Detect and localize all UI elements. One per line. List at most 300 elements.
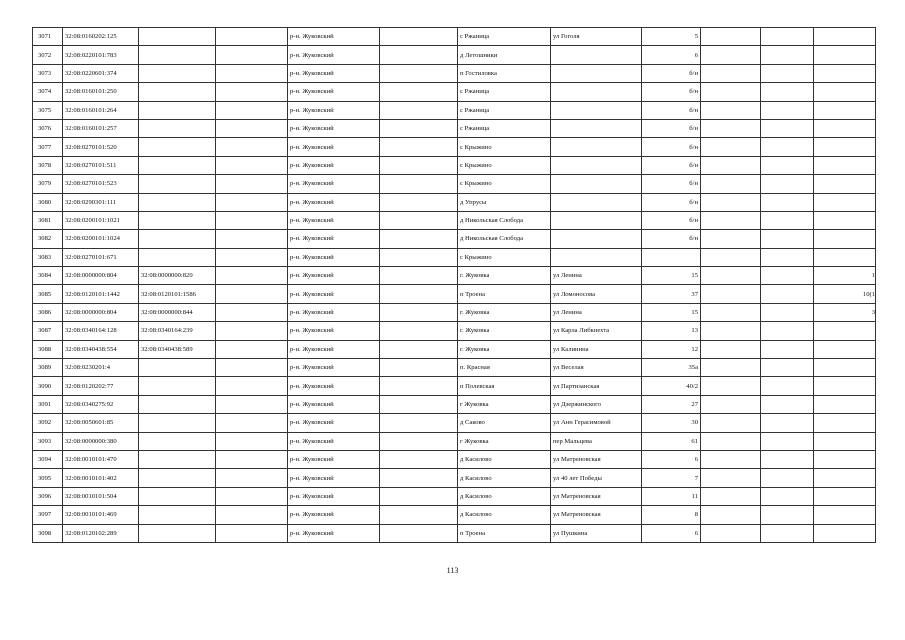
street-cell: [551, 175, 642, 193]
extra-cell-1: [701, 303, 761, 321]
cadastral-number-2-cell: 32:08:0340164:239: [139, 322, 216, 340]
district-cell: р-н. Жуковский: [288, 248, 380, 266]
house-number-cell: 37: [642, 285, 701, 303]
extra-cell-2: [761, 524, 814, 542]
empty-cell: [216, 248, 288, 266]
empty-cell: [216, 156, 288, 174]
locality-cell: г. Жуковка: [458, 340, 551, 358]
extra-cell-2: [761, 340, 814, 358]
extra-cell-1: [701, 230, 761, 248]
extra-cell-2: [761, 175, 814, 193]
district-cell: р-н. Жуковский: [288, 506, 380, 524]
cadastral-number-cell: 32:08:0120202:77: [63, 377, 139, 395]
extra-cell-1: [701, 28, 761, 46]
street-cell: [551, 46, 642, 64]
house-number-cell: б/н: [642, 156, 701, 174]
locality-cell: с Ржаница: [458, 101, 551, 119]
street-cell: [551, 193, 642, 211]
row-number-cell: 3083: [33, 248, 63, 266]
house-number-cell: 15: [642, 267, 701, 285]
street-cell: [551, 230, 642, 248]
cadastral-number-cell: 32:08:0270101:671: [63, 248, 139, 266]
house-number-cell: б/н: [642, 138, 701, 156]
house-number-cell: 40/2: [642, 377, 701, 395]
locality-cell: с Крыжино: [458, 248, 551, 266]
extra-cell-3: [814, 248, 876, 266]
table-row: [33, 64, 876, 82]
table-row: [33, 432, 876, 450]
table-row: [33, 303, 876, 321]
street-cell: [551, 156, 642, 174]
cadastral-number-cell: 32:08:0290301:111: [63, 193, 139, 211]
cadastral-number-cell: 32:08:0010101:402: [63, 469, 139, 487]
street-cell: пер Мальцева: [551, 432, 642, 450]
extra-cell-3: [814, 432, 876, 450]
district-cell: р-н. Жуковский: [288, 193, 380, 211]
row-number-cell: 3079: [33, 175, 63, 193]
house-number-cell: [642, 248, 701, 266]
empty-cell: [216, 211, 288, 229]
house-number-cell: 6: [642, 450, 701, 468]
empty-cell: [216, 303, 288, 321]
extra-cell-1: [701, 524, 761, 542]
empty-cell-2: [380, 46, 458, 64]
district-cell: р-н. Жуковский: [288, 211, 380, 229]
cadastral-number-2-cell: [139, 248, 216, 266]
cadastral-number-2-cell: 32:08:0120101:1586: [139, 285, 216, 303]
table-row: [33, 156, 876, 174]
empty-cell: [216, 175, 288, 193]
row-number-cell: 3090: [33, 377, 63, 395]
district-cell: р-н. Жуковский: [288, 395, 380, 413]
street-cell: ул Пушкина: [551, 524, 642, 542]
cadastral-number-cell: 32:08:0220101:783: [63, 46, 139, 64]
empty-cell-2: [380, 175, 458, 193]
cadastral-number-2-cell: [139, 524, 216, 542]
house-number-cell: 6: [642, 524, 701, 542]
cadastral-number-2-cell: [139, 432, 216, 450]
extra-cell-2: [761, 230, 814, 248]
table-row: [33, 101, 876, 119]
street-cell: [551, 138, 642, 156]
empty-cell-2: [380, 156, 458, 174]
empty-cell: [216, 506, 288, 524]
locality-cell: г. Жуковка: [458, 322, 551, 340]
cadastral-number-2-cell: [139, 395, 216, 413]
street-cell: [551, 64, 642, 82]
table-row: [33, 267, 876, 285]
district-cell: р-н. Жуковский: [288, 359, 380, 377]
cadastral-number-cell: 32:08:0340275:92: [63, 395, 139, 413]
extra-cell-2: [761, 359, 814, 377]
extra-cell-3: [814, 101, 876, 119]
empty-cell-2: [380, 267, 458, 285]
cadastral-number-2-cell: [139, 46, 216, 64]
cadastral-number-2-cell: [139, 377, 216, 395]
empty-cell: [216, 450, 288, 468]
extra-cell-2: [761, 193, 814, 211]
street-cell: ул Ленина: [551, 267, 642, 285]
locality-cell: с Ржаница: [458, 28, 551, 46]
locality-cell: п Троена: [458, 285, 551, 303]
house-number-cell: 11: [642, 487, 701, 505]
row-number-cell: 3093: [33, 432, 63, 450]
locality-cell: д Упрусы: [458, 193, 551, 211]
street-cell: ул 40 лет Победы: [551, 469, 642, 487]
district-cell: р-н. Жуковский: [288, 303, 380, 321]
empty-cell-2: [380, 469, 458, 487]
extra-cell-3: [814, 450, 876, 468]
table-row: [33, 340, 876, 358]
street-cell: ул Матреновская: [551, 487, 642, 505]
extra-cell-2: [761, 469, 814, 487]
empty-cell: [216, 414, 288, 432]
district-cell: р-н. Жуковский: [288, 432, 380, 450]
district-cell: р-н. Жуковский: [288, 175, 380, 193]
row-number-cell: 3097: [33, 506, 63, 524]
cadastral-number-cell: 32:08:0200101:1021: [63, 211, 139, 229]
cadastral-number-2-cell: [139, 193, 216, 211]
empty-cell-2: [380, 450, 458, 468]
cadastral-number-2-cell: [139, 230, 216, 248]
cadastral-number-2-cell: [139, 64, 216, 82]
table-row: [33, 175, 876, 193]
table-row: [33, 469, 876, 487]
locality-cell: д Касилово: [458, 450, 551, 468]
extra-cell-3: [814, 469, 876, 487]
cadastral-number-2-cell: [139, 101, 216, 119]
row-number-cell: 3086: [33, 303, 63, 321]
locality-cell: д Никольская Слобода: [458, 230, 551, 248]
house-number-cell: б/н: [642, 64, 701, 82]
extra-cell-1: [701, 395, 761, 413]
row-number-cell: 3092: [33, 414, 63, 432]
empty-cell: [216, 524, 288, 542]
empty-cell-2: [380, 524, 458, 542]
extra-cell-1: [701, 432, 761, 450]
cadastral-number-2-cell: [139, 506, 216, 524]
locality-cell: д Касилово: [458, 487, 551, 505]
district-cell: р-н. Жуковский: [288, 46, 380, 64]
locality-cell: п Гостиловка: [458, 64, 551, 82]
extra-cell-2: [761, 395, 814, 413]
empty-cell: [216, 267, 288, 285]
empty-cell: [216, 46, 288, 64]
cadastral-number-2-cell: [139, 359, 216, 377]
cadastral-number-cell: 32:08:0160101:264: [63, 101, 139, 119]
table-row: [33, 359, 876, 377]
extra-cell-1: [701, 322, 761, 340]
locality-cell: с Крыжино: [458, 175, 551, 193]
extra-cell-1: [701, 285, 761, 303]
extra-cell-1: [701, 64, 761, 82]
table-row: [33, 46, 876, 64]
district-cell: р-н. Жуковский: [288, 101, 380, 119]
house-number-cell: б/н: [642, 101, 701, 119]
empty-cell-2: [380, 119, 458, 137]
extra-cell-3: 1: [814, 267, 876, 285]
extra-cell-3: [814, 414, 876, 432]
extra-cell-1: [701, 267, 761, 285]
street-cell: [551, 119, 642, 137]
locality-cell: с Крыжино: [458, 138, 551, 156]
cadastral-number-cell: 32:08:0270101:511: [63, 156, 139, 174]
house-number-cell: 5: [642, 28, 701, 46]
row-number-cell: 3074: [33, 83, 63, 101]
cadastral-number-cell: 32:08:0160101:257: [63, 119, 139, 137]
row-number-cell: 3084: [33, 267, 63, 285]
extra-cell-3: [814, 28, 876, 46]
row-number-cell: 3082: [33, 230, 63, 248]
locality-cell: с Ржаница: [458, 119, 551, 137]
house-number-cell: 15: [642, 303, 701, 321]
extra-cell-3: 3: [814, 303, 876, 321]
house-number-cell: б/н: [642, 83, 701, 101]
empty-cell-2: [380, 303, 458, 321]
extra-cell-3: [814, 524, 876, 542]
district-cell: р-н. Жуковский: [288, 285, 380, 303]
extra-cell-2: [761, 285, 814, 303]
empty-cell: [216, 193, 288, 211]
empty-cell: [216, 340, 288, 358]
cadastral-number-2-cell: 32:08:0000000:844: [139, 303, 216, 321]
locality-cell: г. Жуковка: [458, 303, 551, 321]
table-row: [33, 506, 876, 524]
table-row: [33, 211, 876, 229]
table-row: [33, 138, 876, 156]
street-cell: [551, 248, 642, 266]
empty-cell: [216, 469, 288, 487]
cadastral-number-cell: 32:08:0010101:504: [63, 487, 139, 505]
cadastral-number-2-cell: [139, 83, 216, 101]
street-cell: ул Веселая: [551, 359, 642, 377]
house-number-cell: б/н: [642, 193, 701, 211]
street-cell: ул Ломоносова: [551, 285, 642, 303]
district-cell: р-н. Жуковский: [288, 340, 380, 358]
street-cell: ул Матреновская: [551, 450, 642, 468]
cadastral-number-cell: 32:08:0000000:804: [63, 267, 139, 285]
extra-cell-3: 10(1: [814, 285, 876, 303]
house-number-cell: б/н: [642, 211, 701, 229]
empty-cell: [216, 432, 288, 450]
extra-cell-1: [701, 248, 761, 266]
house-number-cell: б/н: [642, 119, 701, 137]
empty-cell-2: [380, 395, 458, 413]
extra-cell-2: [761, 83, 814, 101]
empty-cell-2: [380, 359, 458, 377]
cadastral-number-2-cell: [139, 487, 216, 505]
extra-cell-3: [814, 64, 876, 82]
cadastral-number-2-cell: [139, 119, 216, 137]
row-number-cell: 3075: [33, 101, 63, 119]
row-number-cell: 3072: [33, 46, 63, 64]
extra-cell-2: [761, 156, 814, 174]
extra-cell-3: [814, 138, 876, 156]
extra-cell-3: [814, 83, 876, 101]
cadastral-number-2-cell: [139, 138, 216, 156]
street-cell: ул Карла Либкнехта: [551, 322, 642, 340]
extra-cell-3: [814, 175, 876, 193]
district-cell: р-н. Жуковский: [288, 28, 380, 46]
table-row: [33, 487, 876, 505]
cadastral-number-2-cell: 32:08:0000000:820: [139, 267, 216, 285]
locality-cell: д Никольская Слобода: [458, 211, 551, 229]
empty-cell: [216, 28, 288, 46]
extra-cell-2: [761, 28, 814, 46]
empty-cell-2: [380, 432, 458, 450]
empty-cell: [216, 359, 288, 377]
cadastral-number-cell: 32:08:0010101:470: [63, 450, 139, 468]
locality-cell: п. Красная: [458, 359, 551, 377]
street-cell: [551, 83, 642, 101]
extra-cell-2: [761, 64, 814, 82]
district-cell: р-н. Жуковский: [288, 230, 380, 248]
extra-cell-3: [814, 322, 876, 340]
empty-cell-2: [380, 83, 458, 101]
empty-cell-2: [380, 248, 458, 266]
cadastral-number-2-cell: [139, 156, 216, 174]
house-number-cell: б/н: [642, 175, 701, 193]
extra-cell-1: [701, 46, 761, 64]
row-number-cell: 3077: [33, 138, 63, 156]
district-cell: р-н. Жуковский: [288, 524, 380, 542]
locality-cell: п Полевская: [458, 377, 551, 395]
empty-cell-2: [380, 193, 458, 211]
row-number-cell: 3073: [33, 64, 63, 82]
extra-cell-3: [814, 506, 876, 524]
cadastral-number-cell: 32:08:0120101:1442: [63, 285, 139, 303]
row-number-cell: 3076: [33, 119, 63, 137]
house-number-cell: 30: [642, 414, 701, 432]
district-cell: р-н. Жуковский: [288, 377, 380, 395]
extra-cell-1: [701, 138, 761, 156]
address-table: [32, 27, 876, 543]
street-cell: [551, 211, 642, 229]
house-number-cell: 7: [642, 469, 701, 487]
cadastral-number-cell: 32:08:0200101:1024: [63, 230, 139, 248]
table-row: [33, 83, 876, 101]
extra-cell-3: [814, 46, 876, 64]
empty-cell-2: [380, 285, 458, 303]
extra-cell-2: [761, 432, 814, 450]
cadastral-number-cell: 32:08:0340438:554: [63, 340, 139, 358]
district-cell: р-н. Жуковский: [288, 267, 380, 285]
house-number-cell: 6: [642, 46, 701, 64]
empty-cell: [216, 377, 288, 395]
empty-cell-2: [380, 377, 458, 395]
page-number: 113: [446, 566, 459, 575]
locality-cell: д Касилово: [458, 506, 551, 524]
extra-cell-1: [701, 156, 761, 174]
extra-cell-1: [701, 119, 761, 137]
cadastral-number-2-cell: [139, 28, 216, 46]
table-row: [33, 248, 876, 266]
cadastral-number-2-cell: 32:08:0340438:589: [139, 340, 216, 358]
extra-cell-3: [814, 156, 876, 174]
cadastral-number-2-cell: [139, 469, 216, 487]
cadastral-number-cell: 32:08:0270101:520: [63, 138, 139, 156]
extra-cell-1: [701, 377, 761, 395]
house-number-cell: 27: [642, 395, 701, 413]
cadastral-number-cell: 32:08:0120102:289: [63, 524, 139, 542]
extra-cell-2: [761, 487, 814, 505]
table-row: [33, 285, 876, 303]
row-number-cell: 3085: [33, 285, 63, 303]
cadastral-number-cell: 32:08:0220601:374: [63, 64, 139, 82]
extra-cell-1: [701, 175, 761, 193]
empty-cell-2: [380, 414, 458, 432]
extra-cell-3: [814, 211, 876, 229]
empty-cell-2: [380, 101, 458, 119]
cadastral-number-cell: 32:08:0010101:469: [63, 506, 139, 524]
extra-cell-1: [701, 414, 761, 432]
row-number-cell: 3088: [33, 340, 63, 358]
table-row: [33, 322, 876, 340]
locality-cell: д Касилово: [458, 469, 551, 487]
extra-cell-3: [814, 230, 876, 248]
house-number-cell: 12: [642, 340, 701, 358]
empty-cell: [216, 322, 288, 340]
street-cell: ул Партизанская: [551, 377, 642, 395]
district-cell: р-н. Жуковский: [288, 156, 380, 174]
house-number-cell: 35а: [642, 359, 701, 377]
extra-cell-1: [701, 506, 761, 524]
district-cell: р-н. Жуковский: [288, 450, 380, 468]
cadastral-number-cell: 32:08:0050601:85: [63, 414, 139, 432]
cadastral-number-2-cell: [139, 175, 216, 193]
extra-cell-1: [701, 359, 761, 377]
table-row: [33, 230, 876, 248]
table-row: [33, 119, 876, 137]
house-number-cell: 61: [642, 432, 701, 450]
empty-cell: [216, 230, 288, 248]
row-number-cell: 3078: [33, 156, 63, 174]
extra-cell-2: [761, 322, 814, 340]
table-row: [33, 524, 876, 542]
extra-cell-1: [701, 101, 761, 119]
street-cell: ул Гоголя: [551, 28, 642, 46]
cadastral-number-cell: 32:08:0160202:125: [63, 28, 139, 46]
extra-cell-1: [701, 83, 761, 101]
row-number-cell: 3071: [33, 28, 63, 46]
street-cell: ул Ленина: [551, 303, 642, 321]
cadastral-number-cell: 32:08:0270101:523: [63, 175, 139, 193]
district-cell: р-н. Жуковский: [288, 322, 380, 340]
extra-cell-1: [701, 211, 761, 229]
empty-cell: [216, 64, 288, 82]
extra-cell-2: [761, 211, 814, 229]
cadastral-number-cell: 32:08:0160101:250: [63, 83, 139, 101]
row-number-cell: 3089: [33, 359, 63, 377]
district-cell: р-н. Жуковский: [288, 487, 380, 505]
district-cell: р-н. Жуковский: [288, 414, 380, 432]
extra-cell-2: [761, 138, 814, 156]
table-row: [33, 193, 876, 211]
locality-cell: д Саково: [458, 414, 551, 432]
cadastral-number-2-cell: [139, 211, 216, 229]
house-number-cell: б/н: [642, 230, 701, 248]
locality-cell: с Ржаница: [458, 83, 551, 101]
cadastral-number-2-cell: [139, 450, 216, 468]
locality-cell: с Крыжино: [458, 156, 551, 174]
locality-cell: п Троена: [458, 524, 551, 542]
district-cell: р-н. Жуковский: [288, 83, 380, 101]
extra-cell-2: [761, 450, 814, 468]
extra-cell-1: [701, 487, 761, 505]
street-cell: ул Калинина: [551, 340, 642, 358]
extra-cell-2: [761, 248, 814, 266]
extra-cell-3: [814, 193, 876, 211]
